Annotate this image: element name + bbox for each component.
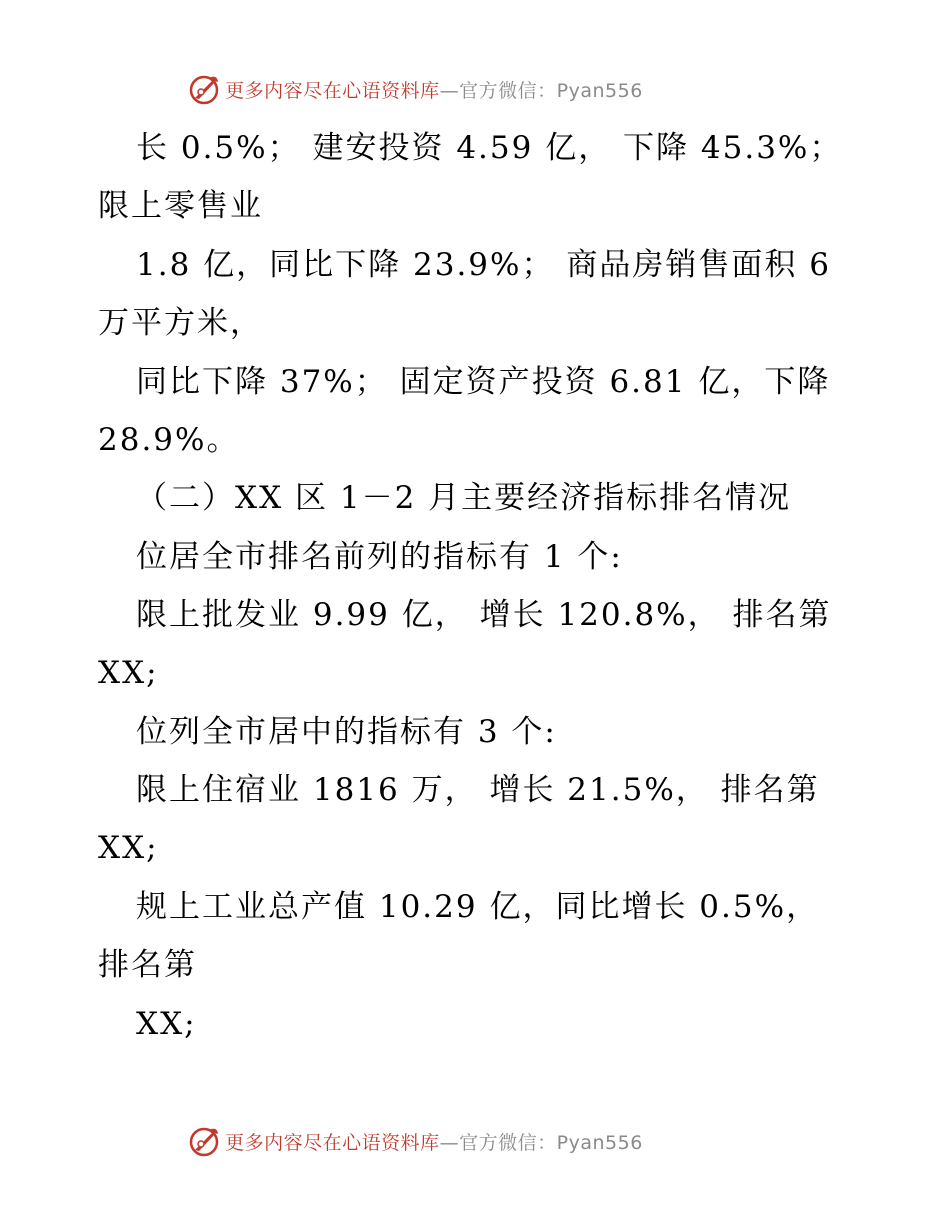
header-brand-text: 更多内容尽在心语资料库 [225, 79, 440, 102]
body-line: 限上住宿业 1816 万， 增长 21.5%， 排名第 [136, 772, 820, 808]
body-line: 万平方米， [98, 305, 263, 341]
header-banner [0, 72, 950, 106]
quill-logo-icon [187, 1124, 221, 1158]
body-line: XX; [136, 1006, 197, 1042]
body-line: XX; [98, 830, 159, 866]
footer-wechat-text: —官方微信：Pyan556 [439, 1131, 643, 1154]
body-line: 限上零售业 [98, 188, 263, 224]
body-line: 限上批发业 9.99 亿， 增长 120.8%， 排名第 [136, 597, 832, 633]
header-wechat-text: —官方微信：Pyan556 [439, 79, 643, 102]
body-line: 同比下降 37%； 固定资产投资 6.81 亿，下降 [136, 364, 831, 400]
body-line: 长 0.5%； 建安投资 4.59 亿， 下降 45.3%； [136, 130, 843, 166]
body-line: XX; [98, 655, 159, 691]
section-heading: （二）XX 区 1－2 月主要经济指标排名情况 [136, 480, 792, 516]
footer-brand-text: 更多内容尽在心语资料库 [225, 1131, 440, 1154]
body-line: 排名第 [98, 947, 197, 983]
body-line: 位居全市排名前列的指标有 1 个: [136, 539, 623, 575]
body-line: 位列全市居中的指标有 3 个: [136, 714, 557, 750]
quill-logo-icon [187, 72, 221, 106]
footer-banner [0, 1124, 950, 1158]
body-line: 1.8 亿，同比下降 23.9%； 商品房销售面积 6 [136, 247, 831, 283]
body-line: 规上工业总产值 10.29 亿，同比增长 0.5%， [136, 889, 820, 925]
body-line: 28.9%。 [98, 422, 240, 458]
